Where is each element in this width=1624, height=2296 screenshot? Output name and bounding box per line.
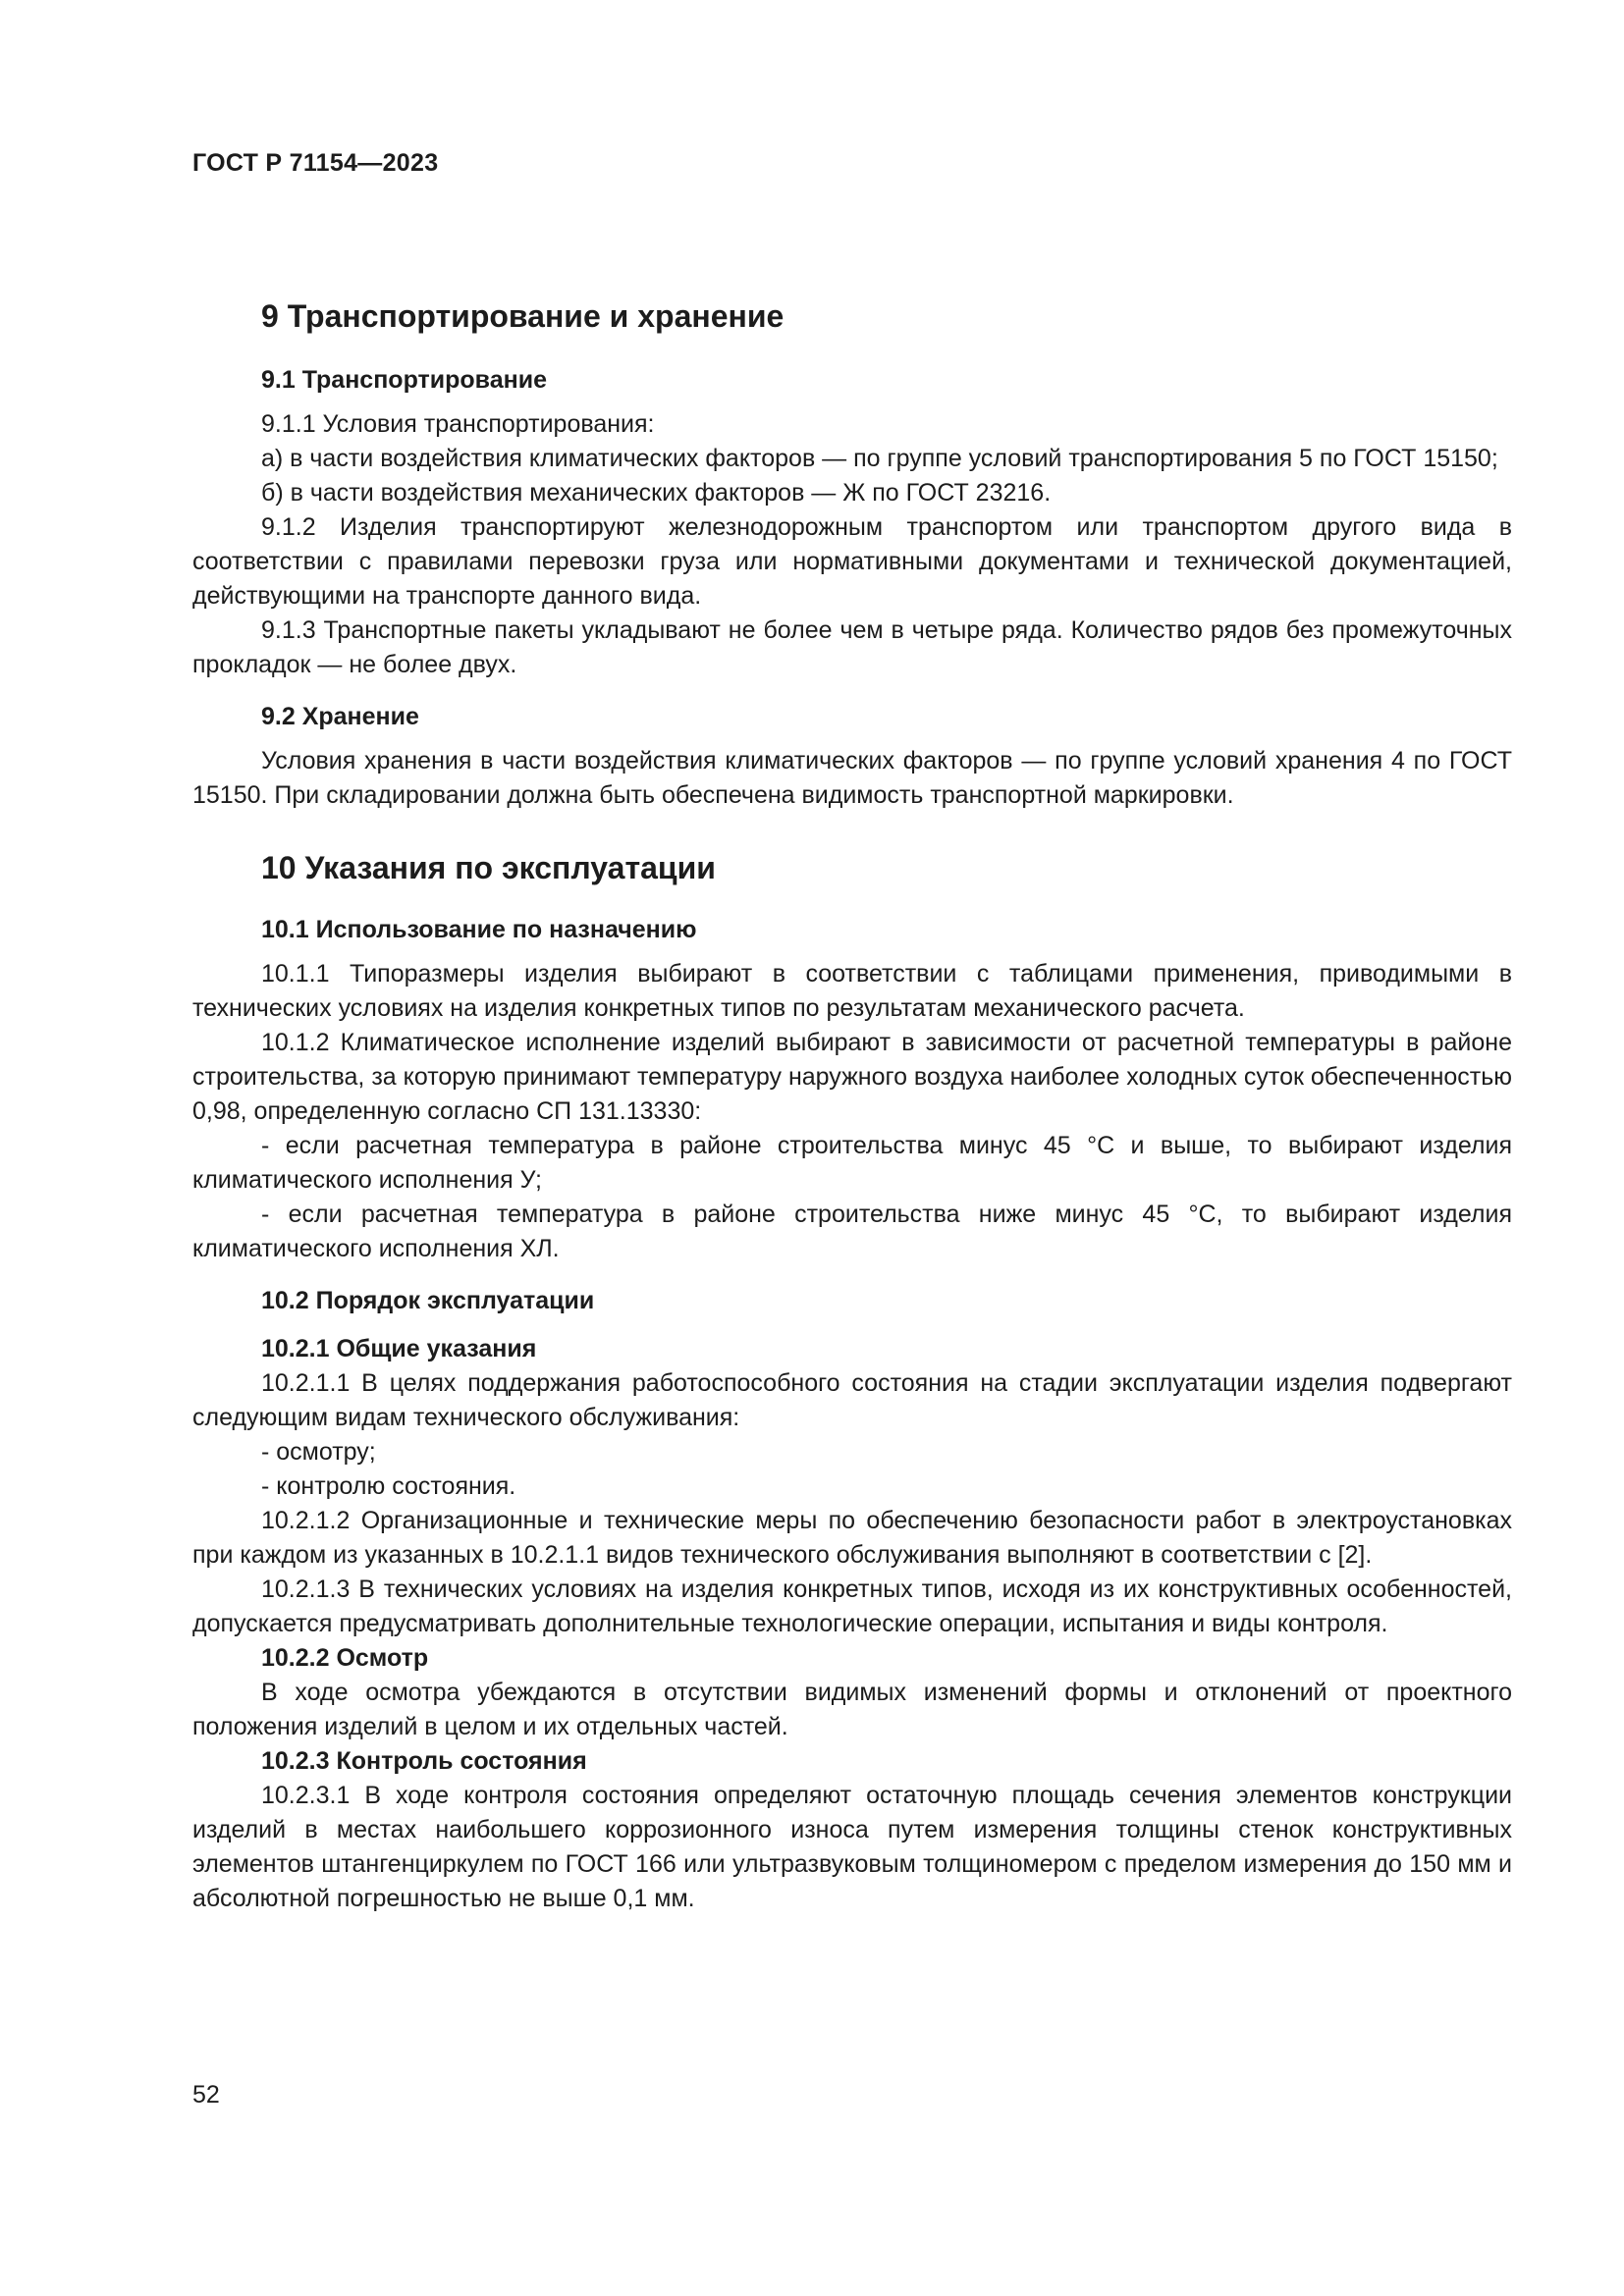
section-9-title: 9 Транспортирование и хранение (261, 298, 785, 334)
section-10-2-3-title: 10.2.3 Контроль состояния (261, 1747, 587, 1775)
list-item-10-1-2-a: - если расчетная температура в районе строительства минус 45 °С и выше, то выбирают изделия климатического исполнения У; (192, 1132, 1512, 1194)
section-9-2-title: 9.2 Хранение (261, 703, 419, 730)
paragraph-9-1-1: 9.1.1 Условия транспортирования: (261, 410, 655, 438)
paragraph-9-2: Условия хранения в части воздействия климатических факторов — по группе условий хранения 4 по ГОСТ 15150. При складировании должна быть обеспечена видимость транспортной маркировки. (192, 747, 1512, 809)
paragraph-10-1-1: 10.1.1 Типоразмеры изделия выбирают в соответствии с таблицами применения, приводимыми в технических условиях на изделия конкретных типов по результатам механического расчета. (192, 960, 1512, 1022)
paragraph-10-2-3-1: 10.2.3.1 В ходе контроля состояния определяют остаточную площадь сечения элементов конструкции изделий в местах наибольшего коррозионного износа путем измерения толщины стенок конструктивных элементов штангенциркулем по ГОСТ 166 или ультразвуковым толщиномером с пределом измерения до 150 мм и абсолютной погрешностью не выше 0,1 мм. (192, 1782, 1512, 1912)
paragraph-9-1-2: 9.1.2 Изделия транспортируют железнодорожным транспортом или транспортом другого вида в соответствии с правилами перевозки груза или нормативными документами и технической документацией, действующими на транспорте данного вида. (192, 513, 1512, 610)
list-item-10-2-1-1-a: - осмотру; (261, 1438, 376, 1466)
document-header: ГОСТ Р 71154—2023 (192, 149, 439, 177)
list-item-10-1-2-b: - если расчетная температура в районе строительства ниже минус 45 °С, то выбирают изделия климатического исполнения ХЛ. (192, 1201, 1512, 1262)
paragraph-10-2-1-1: 10.2.1.1 В целях поддержания работоспособного состояния на стадии эксплуатации изделия подвергают следующим видам технического обслуживания: (192, 1369, 1512, 1431)
paragraph-10-2-1-3: 10.2.1.3 В технических условиях на изделия конкретных типов, исходя из их конструктивных особенностей, допускается предусматривать дополнительные технологические операции, испытания и виды контроля. (192, 1575, 1512, 1637)
section-10-title: 10 Указания по эксплуатации (261, 850, 716, 885)
section-10-2-2-title: 10.2.2 Осмотр (261, 1644, 429, 1672)
paragraph-10-2-1-2: 10.2.1.2 Организационные и технические меры по обеспечению безопасности работ в электроустановках при каждом из указанных в 10.2.1.1 видов технического обслуживания выполняют в соответствии с [2]. (192, 1507, 1512, 1569)
page-number: 52 (192, 2081, 220, 2109)
page-content (192, 294, 1512, 1916)
section-9-1-title: 9.1 Транспортирование (261, 366, 547, 394)
section-10-2-title: 10.2 Порядок эксплуатации (261, 1287, 595, 1314)
list-item-10-2-1-1-b: - контролю состояния. (261, 1472, 516, 1500)
section-10-2-1-title: 10.2.1 Общие указания (261, 1335, 537, 1362)
paragraph-10-2-2: В ходе осмотра убеждаются в отсутствии видимых изменений формы и отклонений от проектного положения изделий в целом и их отдельных частей. (192, 1679, 1512, 1740)
list-item-9-1-1-b: б) в части воздействия механических факторов — Ж по ГОСТ 23216. (261, 479, 1052, 507)
section-10-1-title: 10.1 Использование по назначению (261, 916, 697, 943)
list-item-9-1-1-a: а) в части воздействия климатических факторов — по группе условий транспортирования 5 по ГОСТ 15150; (261, 445, 1498, 472)
paragraph-10-1-2: 10.1.2 Климатическое исполнение изделий выбирают в зависимости от расчетной температуры в районе строительства, за которую принимают температуру наружного воздуха наиболее холодных суток обеспеченностью 0,98, определенную согласно СП 131.13330: (192, 1029, 1512, 1125)
paragraph-9-1-3: 9.1.3 Транспортные пакеты укладывают не более чем в четыре ряда. Количество рядов без промежуточных прокладок — не более двух. (192, 616, 1512, 678)
